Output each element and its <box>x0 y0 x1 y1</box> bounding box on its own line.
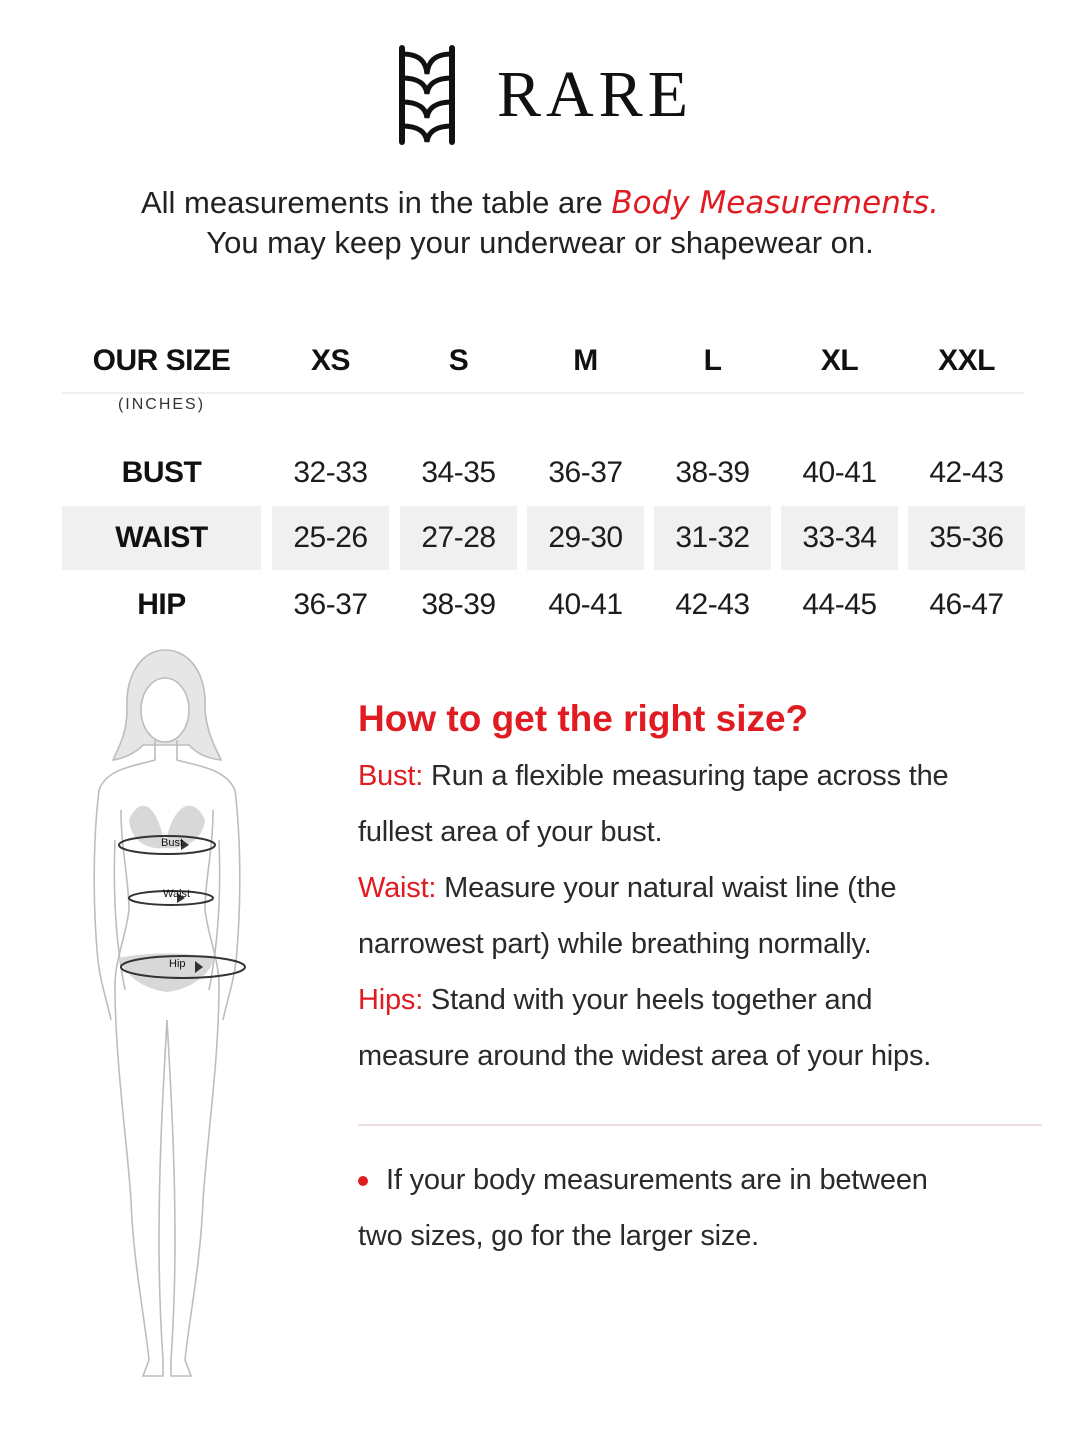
measure-cell: 42-43 <box>675 588 750 621</box>
guide-title: How to get the right size? <box>358 698 809 739</box>
size-header: XS <box>310 344 351 377</box>
bust-instruction-label: Bust: <box>358 760 424 792</box>
bust-instruction <box>358 760 948 793</box>
measure-cell: 34-35 <box>421 456 496 489</box>
hips-instruction-label: Hips: <box>358 984 424 1016</box>
waist-instruction <box>358 872 896 905</box>
measure-cell: 44-45 <box>802 588 877 621</box>
waist-instruction-label: Waist: <box>358 872 437 904</box>
section-divider <box>358 1124 1042 1126</box>
size-header: M <box>573 344 598 377</box>
waist-label: Waist <box>163 888 191 900</box>
hips-instruction-cont: measure around the widest area of your hips. <box>358 1040 932 1072</box>
table-row-hip <box>62 573 1024 637</box>
table-row-waist <box>62 506 1024 570</box>
brand-name: RARE <box>497 58 694 131</box>
measure-cell: 32-33 <box>293 456 368 489</box>
units-label: (INCHES) <box>117 396 206 413</box>
waist-instruction-text: Measure your natural waist line (the <box>436 872 897 904</box>
size-header-row <box>62 330 1024 394</box>
measure-cell: 46-47 <box>929 588 1004 621</box>
intro-line-1 <box>0 185 1080 221</box>
measure-cell: 38-39 <box>675 456 750 489</box>
our-size-label: OUR SIZE <box>92 344 231 377</box>
measure-cell: 36-37 <box>548 456 623 489</box>
measure-cell: 36-37 <box>293 588 368 621</box>
row-label: BUST <box>121 456 202 489</box>
measure-cell: 31-32 <box>654 506 771 570</box>
size-note-line-2: two sizes, go for the larger size. <box>358 1220 759 1252</box>
row-label: WAIST <box>62 506 261 570</box>
hip-label: Hip <box>169 958 186 970</box>
bust-label: Bust <box>161 837 184 849</box>
size-header: S <box>448 344 469 377</box>
row-label: HIP <box>137 588 186 621</box>
intro-prefix: All measurements in the table are <box>140 185 612 220</box>
size-header: L <box>703 344 722 377</box>
table-row-bust <box>62 441 1024 505</box>
measure-cell: 38-39 <box>421 588 496 621</box>
measure-cell: 29-30 <box>527 506 644 570</box>
measure-cell: 40-41 <box>548 588 623 621</box>
waist-instruction-cont: narrowest part) while breathing normally. <box>358 928 872 960</box>
intro-emphasis: Body Measurements. <box>611 185 940 221</box>
hips-instruction-text: Stand with your heels together and <box>423 984 873 1016</box>
measure-cell: 27-28 <box>400 506 517 570</box>
bullet-icon <box>358 1176 368 1186</box>
measure-cell: 40-41 <box>802 456 877 489</box>
hips-instruction <box>358 984 872 1017</box>
rare-monogram-icon <box>396 44 458 146</box>
bust-instruction-cont: fullest area of your bust. <box>358 816 663 848</box>
intro-line-2: You may keep your underwear or shapewear on. <box>206 225 874 260</box>
measure-cell: 35-36 <box>908 506 1025 570</box>
size-header: XXL <box>938 344 995 377</box>
body-measurement-figure <box>85 640 285 1380</box>
size-note-line-1: If your body measurements are in between <box>386 1164 928 1196</box>
bust-instruction-text: Run a flexible measuring tape across the <box>423 760 949 792</box>
measure-cell: 33-34 <box>781 506 898 570</box>
measure-cell: 42-43 <box>929 456 1004 489</box>
size-header: XL <box>820 344 859 377</box>
measure-cell: 25-26 <box>272 506 389 570</box>
